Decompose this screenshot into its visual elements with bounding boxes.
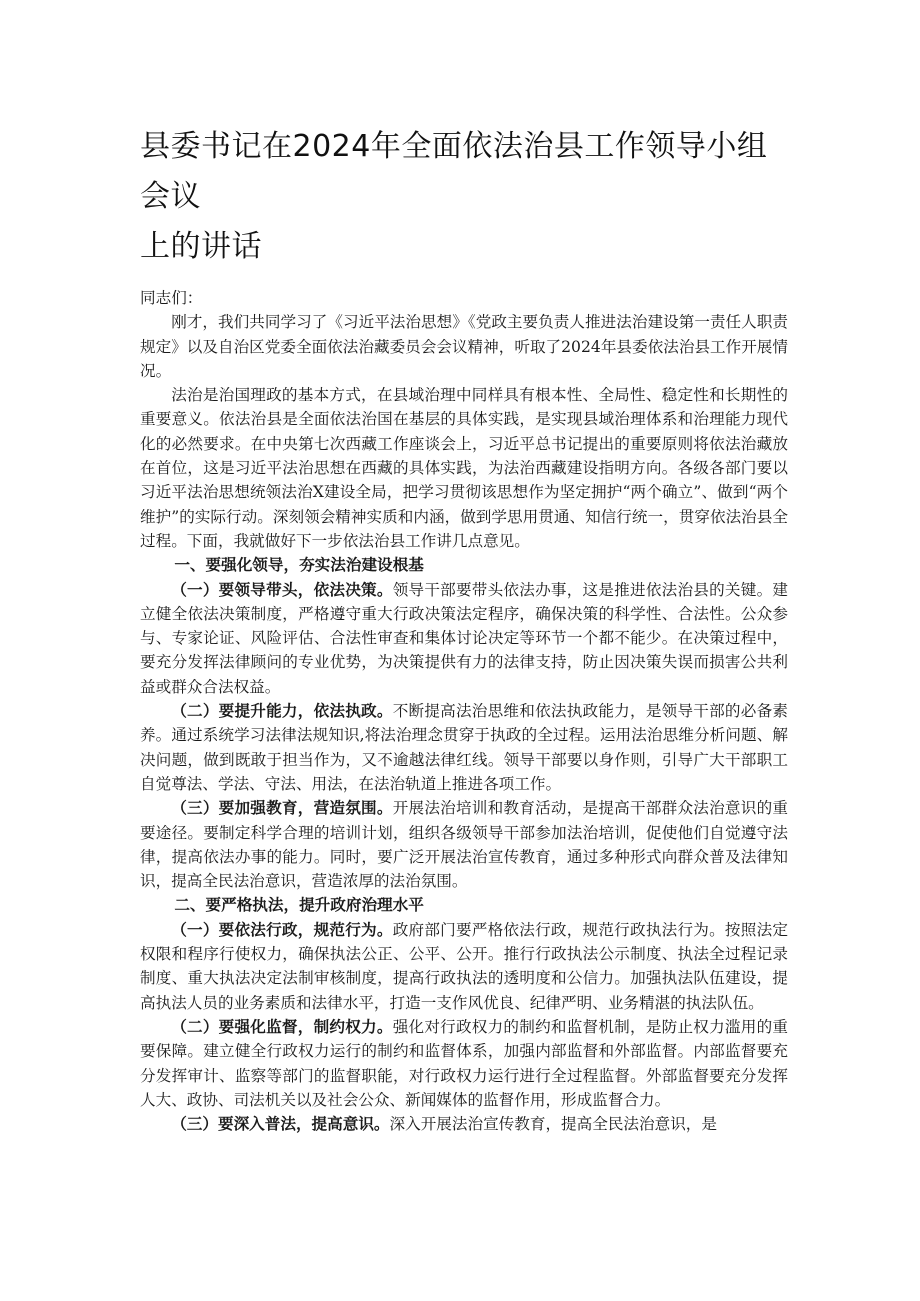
subsection-text: 强化对行政权力的制约和监督机制，是防止权力滥用的重要保障。建立健全行政权力运行的制约和监督体系，加强内部监督和外部监督。内部监督要充分发挥审计、监察等部门的监督职能，对行政权力运行进行全过程监督。外部监督要充分发挥人大、政协、司法机关以及社会公众、新闻媒体的监督作用，形成监督合力。: [140, 1017, 788, 1109]
section-heading-2: 二、要严格执法，提升政府治理水平: [174, 895, 424, 915]
subsection-text: 领导干部要带头依法办事，这是推进依法治县的关键。建立健全依法决策制度，严格遵守重大行政决策法定程序，确保决策的科学性、合法性。公众参与、专家论证、风险评估、合法性审查和集体讨论决定等环节一个都不能少。在决策过程中，要充分发挥法律顾问的专业优势，为决策提供有力的法律支持，防止因决策失误而损害公共利益或群众合法权益。: [140, 580, 788, 696]
subsection-1-3: [140, 796, 788, 893]
subsection-lead: （一）要依法行政，规范行为。: [171, 919, 393, 939]
paragraph-context: 法治是治国理政的基本方式，在县域治理中同样具有根本性、全局性、稳定性和长期性的重要意义。依法治县是全面依法治国在基层的具体实践，是实现县域治理体系和治理能力现代化的必然要求。在中央第七次西藏工作座谈会上，习近平总书记提出的重要原则将依法治藏放在首位，这是习近平法治思想在西藏的具体实践，为法治西藏建设指明方向。各级各部门要以习近平法治思想统领法治X建设全局，把学习贯彻该思想作为坚定拥护“两个确立”、做到“两个维护”的实际行动。深刻领会精神实质和内涵，做到学思用贯通、知信行统一，贯穿依法治县全过程。下面，我就做好下一步依法治县工作讲几点意见。: [140, 386, 788, 550]
section-heading-1: 一、要强化领导，夯实法治建设根基: [174, 555, 424, 575]
document-body: [140, 286, 788, 1136]
title-line-1: 县委书记在2024年全面依法治县工作领导小组会议: [140, 129, 768, 214]
paragraph-intro: 刚才，我们共同学习了《习近平法治思想》《党政主要负责人推进法治建设第一责任人职责规定》以及自治区党委全面依法治藏委员会会议精神，听取了2024年县委依法治县工作开展情况。: [140, 313, 788, 380]
subsection-1-1: [140, 578, 788, 699]
subsection-lead: （二）要提升能力，依法执政。: [171, 701, 393, 721]
title-line-2: 上的讲话: [140, 229, 262, 264]
subsection-lead: （三）要深入普法，提高意识。: [171, 1114, 390, 1134]
subsection-2-1: [140, 918, 788, 1015]
subsection-text: 政府部门要严格依法行政，规范行政执法行为。按照法定权限和程序行使权力，确保执法公正、公平、公开。推行行政执法公示制度、执法全过程记录制度、重大执法决定法制审核制度，提高行政执法的透明度和公信力。加强执法队伍建设，提高执法人员的业务素质和法律水平，打造一支作风优良、纪律严明、业务精湛的执法队伍。: [140, 920, 788, 1012]
subsection-text: 不断提高法治思维和依法执政能力，是领导干部的必备素养。通过系统学习法律法规知识,将法治理念贯穿于执政的全过程。运用法治思维分析问题、解决问题，做到既敢于担当作为，又不逾越法律红线。领导干部要以身作则，引导广大干部职工自觉尊法、学法、守法、用法，在法治轨道上推进各项工作。: [140, 702, 788, 793]
document-title: [140, 122, 788, 272]
subsection-lead: （一）要领导带头，依法决策。: [171, 579, 393, 599]
subsection-2-3: [140, 1112, 788, 1136]
subsection-1-2: [140, 699, 788, 796]
salutation: 同志们：: [140, 289, 203, 307]
subsection-text: 开展法治培训和教育活动，是提高干部群众法治意识的重要途径。要制定科学合理的培训计划，组织各级领导干部参加法治培训，促使他们自觉遵守法律，提高依法办事的能力。同时，要广泛开展法治宣传教育，通过多种形式向群众普及法律知识，提高全民法治意识，营造浓厚的法治氛围。: [140, 799, 788, 891]
subsection-lead: （二）要强化监督，制约权力。: [171, 1016, 393, 1036]
subsection-2-2: [140, 1015, 788, 1112]
subsection-lead: （三）要加强教育，营造氛围。: [171, 798, 393, 818]
subsection-text: 深入开展法治宣传教育，提高全民法治意识，是: [389, 1115, 717, 1134]
